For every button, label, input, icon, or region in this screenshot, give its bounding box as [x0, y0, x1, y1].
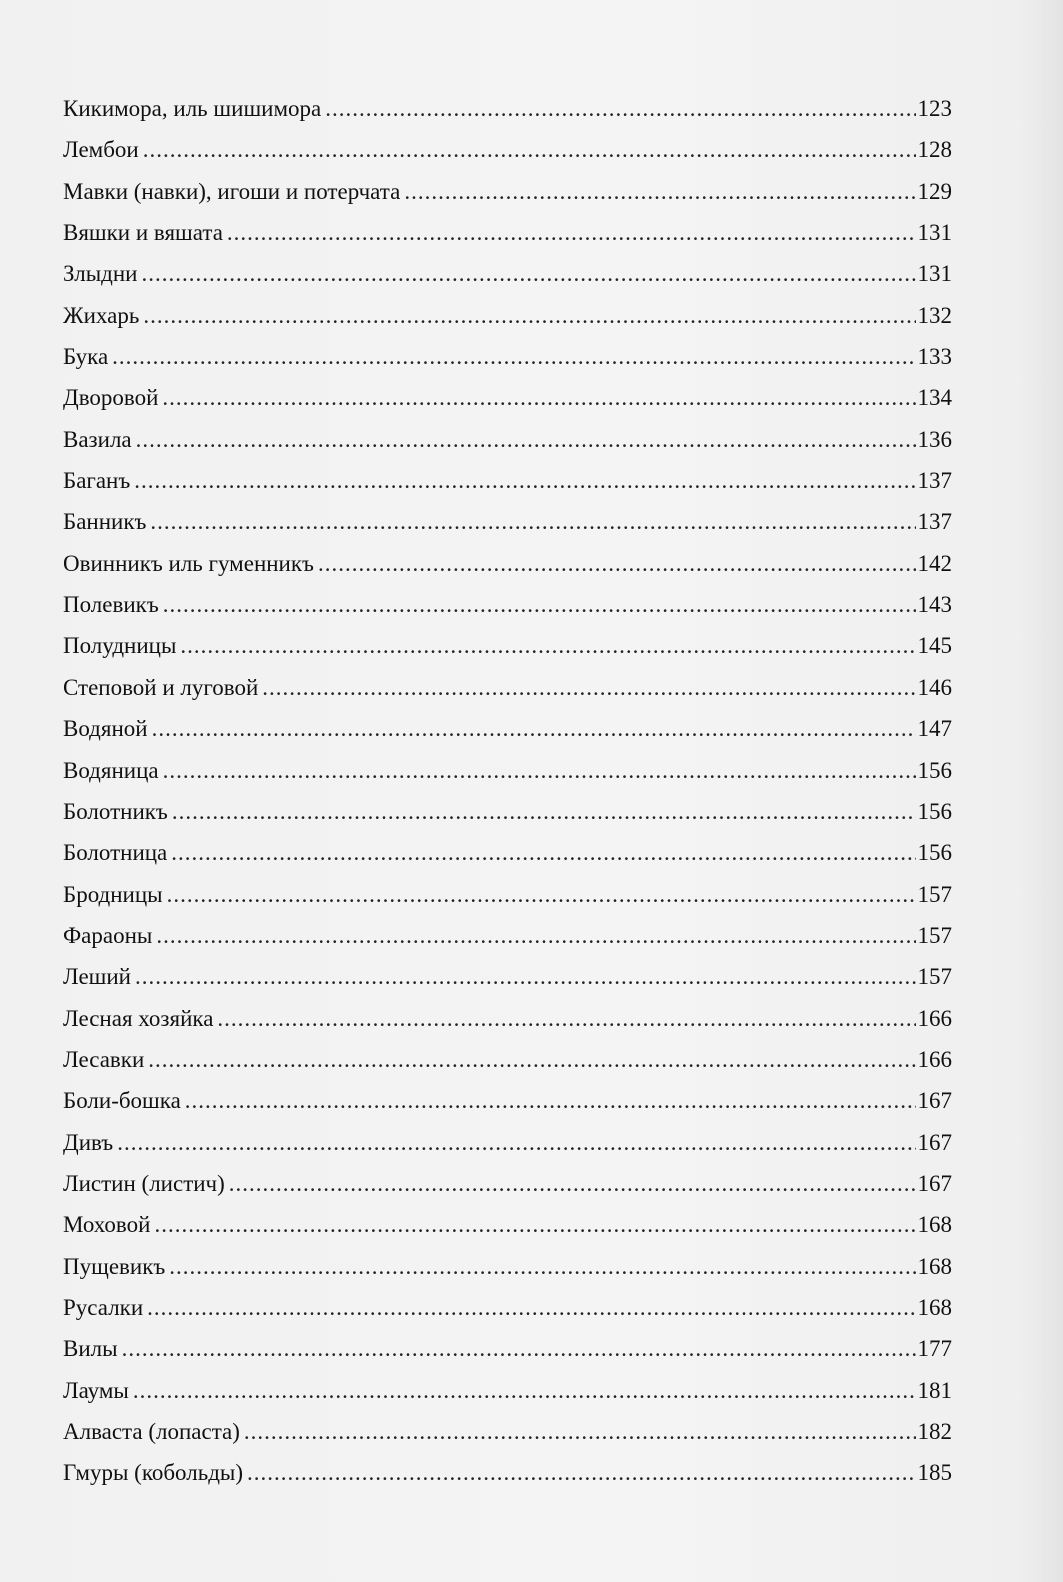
- toc-entry-title: Дворовой: [63, 385, 159, 411]
- toc-entry-title: Гмуры (кобольды): [63, 1460, 244, 1486]
- toc-entry: [63, 212, 952, 253]
- toc-entry-page-number: 133: [917, 344, 952, 370]
- toc-entry: [63, 915, 952, 956]
- toc-entry: [63, 998, 952, 1039]
- toc-entry-title: Болотникъ: [63, 798, 168, 824]
- toc-entry-title: Бродницы: [63, 881, 163, 907]
- toc-entry-page-number: 137: [917, 509, 952, 535]
- toc-entry-page-number: 132: [917, 302, 952, 328]
- toc-entry-title: Листин (листич): [63, 1170, 225, 1196]
- toc-entry-title: Жихарь: [63, 302, 140, 328]
- toc-entry-title: Мавки (навки), игоши и потерчата: [63, 178, 401, 204]
- dot-leader: [150, 501, 915, 542]
- dot-leader: [147, 1287, 915, 1328]
- dot-leader: [247, 1452, 915, 1493]
- toc-entry-page-number: 128: [917, 137, 952, 163]
- toc-entry-page-number: 156: [917, 798, 952, 824]
- toc-entry-title: Вазила: [63, 426, 132, 452]
- dot-leader: [180, 625, 915, 666]
- toc-entry-page-number: 142: [917, 550, 952, 576]
- toc-entry: [63, 460, 952, 501]
- toc-entry-page-number: 156: [917, 840, 952, 866]
- toc-entry-title: Водяница: [63, 757, 159, 783]
- toc-entry-page-number: 137: [917, 468, 952, 494]
- toc-entry-page-number: 129: [917, 178, 952, 204]
- toc-entry-title: Леший: [63, 964, 131, 990]
- toc-entry: [63, 1370, 952, 1411]
- toc-entry: [63, 1287, 952, 1328]
- toc-entry: [63, 1328, 952, 1369]
- toc-entry: [63, 584, 952, 625]
- toc-entry-title: Дивъ: [63, 1129, 114, 1155]
- toc-entry: [63, 377, 952, 418]
- toc-entry: [63, 336, 952, 377]
- dot-leader: [152, 708, 916, 749]
- toc-entry: [63, 708, 952, 749]
- toc-entry-page-number: 147: [917, 716, 952, 742]
- toc-entry-title: Бука: [63, 344, 109, 370]
- toc-entry-title: Кикимора, иль шишимора: [63, 96, 322, 121]
- toc-entry-page-number: 168: [917, 1294, 952, 1320]
- toc-entry-page-number: 131: [917, 261, 952, 287]
- toc-entry: [63, 501, 952, 542]
- dot-leader: [122, 1328, 916, 1369]
- toc-entry-title: Баганъ: [63, 468, 131, 494]
- dot-leader: [141, 253, 915, 294]
- toc-entry-page-number: 143: [917, 592, 952, 618]
- dot-leader: [217, 998, 915, 1039]
- toc-entry-page-number: 168: [917, 1253, 952, 1279]
- toc-entry: [63, 253, 952, 294]
- dot-leader: [404, 171, 915, 212]
- toc-entry-title: Лембои: [63, 137, 139, 163]
- toc-entry-page-number: 145: [917, 633, 952, 659]
- table-of-contents: [63, 88, 952, 1494]
- toc-entry-page-number: 181: [917, 1377, 952, 1403]
- toc-entry-page-number: 131: [917, 220, 952, 246]
- dot-leader: [163, 584, 916, 625]
- dot-leader: [172, 791, 916, 832]
- toc-entry-title: Полевикъ: [63, 592, 159, 618]
- dot-leader: [143, 129, 916, 170]
- dot-leader: [244, 1411, 916, 1452]
- toc-entry: [63, 419, 952, 460]
- toc-entry-page-number: 185: [917, 1460, 952, 1486]
- toc-entry: [63, 667, 952, 708]
- toc-entry-title: Русалки: [63, 1294, 144, 1320]
- toc-entry-title: Вяшки и вяшата: [63, 220, 223, 246]
- toc-entry: [63, 625, 952, 666]
- toc-entry-title: Лесавки: [63, 1046, 145, 1072]
- toc-entry-title: Лаумы: [63, 1377, 129, 1403]
- toc-entry-title: Вилы: [63, 1336, 118, 1362]
- dot-leader: [185, 1080, 916, 1121]
- toc-entry: [63, 1204, 952, 1245]
- toc-entry-page-number: 157: [917, 922, 952, 948]
- toc-entry: [63, 1163, 952, 1204]
- dot-leader: [154, 1204, 915, 1245]
- dot-leader: [156, 915, 915, 956]
- toc-entry-page-number: 166: [917, 1046, 952, 1072]
- toc-entry-title: Овинникъ иль гуменникъ: [63, 550, 314, 576]
- toc-entry-page-number: 177: [917, 1336, 952, 1362]
- dot-leader: [167, 874, 916, 915]
- toc-entry-page-number: 167: [917, 1129, 952, 1155]
- toc-entry-page-number: 146: [917, 674, 952, 700]
- toc-entry-page-number: 157: [917, 964, 952, 990]
- dot-leader: [133, 1370, 916, 1411]
- dot-leader: [169, 1246, 915, 1287]
- dot-leader: [229, 1163, 916, 1204]
- toc-entry: [63, 88, 952, 129]
- toc-entry-title: Водяной: [63, 716, 148, 742]
- toc-entry: [63, 956, 952, 997]
- toc-entry-title: Лесная хозяйка: [63, 1005, 214, 1031]
- dot-leader: [162, 377, 915, 418]
- toc-entry: [63, 832, 952, 873]
- toc-entry: [63, 1411, 952, 1452]
- dot-leader: [135, 956, 916, 997]
- toc-entry-page-number: 168: [917, 1212, 952, 1238]
- toc-entry: [63, 750, 952, 791]
- dot-leader: [163, 750, 916, 791]
- toc-entry: [63, 1246, 952, 1287]
- toc-entry-page-number: 136: [917, 426, 952, 452]
- toc-entry: [63, 295, 952, 336]
- toc-entry: [63, 543, 952, 584]
- toc-entry-title: Полудницы: [63, 633, 177, 659]
- toc-entry-title: Моховой: [63, 1212, 151, 1238]
- dot-leader: [112, 336, 915, 377]
- toc-entry: [63, 1122, 952, 1163]
- toc-entry-title: Банникъ: [63, 509, 147, 535]
- toc-entry-page-number: 167: [917, 1088, 952, 1114]
- toc-entry: [63, 874, 952, 915]
- dot-leader: [143, 295, 915, 336]
- toc-entry-page-number: 182: [917, 1419, 952, 1444]
- toc-entry: [63, 1080, 952, 1121]
- toc-entry-page-number: 123: [917, 96, 952, 121]
- toc-entry: [63, 171, 952, 212]
- toc-entry-page-number: 166: [917, 1005, 952, 1031]
- toc-entry-page-number: 167: [917, 1170, 952, 1196]
- toc-entry-title: Фараоны: [63, 922, 153, 948]
- dot-leader: [227, 212, 916, 253]
- toc-entry-title: Пущевикъ: [63, 1253, 166, 1279]
- toc-entry-title: Боли-бошка: [63, 1088, 181, 1114]
- toc-entry-page-number: 156: [917, 757, 952, 783]
- toc-entry-page-number: 134: [917, 385, 952, 411]
- dot-leader: [148, 1039, 915, 1080]
- dot-leader: [171, 832, 915, 873]
- toc-entry: [63, 1039, 952, 1080]
- toc-entry-title: Болотница: [63, 840, 168, 866]
- dot-leader: [262, 667, 915, 708]
- dot-leader: [136, 419, 916, 460]
- dot-leader: [134, 460, 915, 501]
- toc-entry-title: Злыдни: [63, 261, 138, 287]
- toc-entry-title: Алваста (лопаста): [63, 1419, 240, 1444]
- toc-entry-page-number: 157: [917, 881, 952, 907]
- dot-leader: [117, 1122, 915, 1163]
- dot-leader: [325, 88, 915, 129]
- toc-entry: [63, 129, 952, 170]
- toc-entry-title: Степовой и луговой: [63, 674, 259, 700]
- toc-entry: [63, 1452, 952, 1493]
- dot-leader: [318, 543, 916, 584]
- toc-entry: [63, 791, 952, 832]
